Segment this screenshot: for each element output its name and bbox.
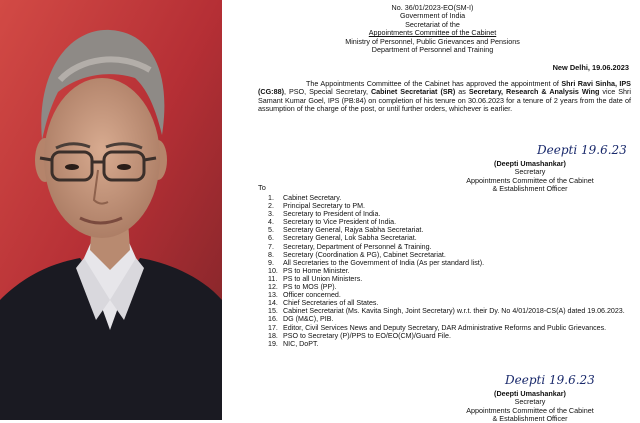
recipient-item	[268, 267, 628, 275]
recipient-text: DG (M&C), PIB.	[283, 315, 334, 324]
committee-line: Appointments Committee of the Cabinet	[368, 28, 497, 38]
recipient-number: 8.	[268, 250, 274, 259]
recipient-number: 4.	[268, 218, 274, 227]
department-line: Department of Personnel and Training	[371, 44, 494, 54]
recipient-number: 7.	[268, 242, 274, 251]
recipient-item	[268, 194, 628, 202]
signature-scrawl-bottom	[445, 370, 615, 388]
recipient-number: 10.	[268, 266, 278, 275]
recipient-number: 2.	[268, 202, 274, 211]
recipient-list	[268, 194, 628, 348]
recipient-item	[268, 202, 628, 210]
recipient-text: All Secretaries to the Government of India (As per standard list).	[283, 258, 485, 267]
recipient-text: Secretary General, Lok Sabha Secretariat.	[283, 234, 417, 243]
ministry-line: Ministry of Personnel, Public Grievances and Pensions	[345, 36, 520, 46]
secretariat-line: Secretariat of the	[405, 19, 460, 29]
recipient-number: 18.	[268, 331, 278, 340]
recipient-text: Cabinet Secretariat (Ms. Kavita Singh, Joint Secretary) w.r.t. their Dy. No 4/01/2018-CS(A) dated 19.06.2023.	[283, 307, 625, 316]
recipient-item	[268, 307, 628, 315]
recipient-text: Cabinet Secretary.	[283, 194, 342, 202]
portrait-photo	[0, 0, 222, 420]
gov-line: Government of India	[399, 11, 466, 21]
order-paragraph: The Appointments Committee of the Cabinet has approved the appointment of Shri Ravi Sinha, IPS (CG:88), PSO, Special Secretary, Cabinet Secretariat (SR) as Secretary, Research & Analysis Wing vice Shri Samant Kumar Goel, IPS (PB:84) on completion of his tenure on 30.06.2023 for a tenure of 2 years from the date of assumption of the charge of the post, or until further orders, whichever is earlier.	[258, 79, 631, 113]
recipient-number: 12.	[268, 283, 278, 292]
recipient-item	[268, 243, 628, 251]
recipient-text: Officer concerned.	[283, 291, 341, 300]
recipient-text: Editor, Civil Services News and Deputy Secretary, DAR Administrative Reforms and Public Grievances.	[283, 323, 607, 332]
recipient-item	[268, 291, 628, 299]
recipient-number: 5.	[268, 226, 274, 235]
recipient-number: 11.	[268, 274, 278, 283]
post-name: Secretary, Research & Analysis Wing	[468, 87, 600, 97]
recipient-item	[268, 210, 628, 218]
svg-text:Deepti 19.6.23: Deepti 19.6.23	[537, 143, 627, 157]
to-label: To	[258, 183, 266, 192]
recipient-text: Chief Secretaries of all States.	[283, 299, 379, 308]
recipient-text: Principal Secretary to PM.	[283, 202, 366, 211]
recipient-text: Secretary, Department of Personnel & Training.	[283, 242, 432, 251]
recipient-text: PSO to Secretary (P)/PPS to EO/EO(CM)/Guard File.	[283, 331, 451, 340]
recipient-text: PS to all Union Ministers.	[283, 274, 363, 283]
recipient-number: 19.	[268, 339, 278, 348]
recipient-item	[268, 299, 628, 307]
svg-text:Deepti 19.6.23: Deepti 19.6.23	[505, 373, 595, 387]
recipient-item	[268, 218, 628, 226]
recipient-number: 6.	[268, 234, 274, 243]
recipient-text: Secretary (Coordination & PG), Cabinet Secretariat.	[283, 250, 446, 259]
recipient-item	[268, 259, 628, 267]
recipient-item	[268, 324, 628, 332]
recipient-text: NIC, DoPT.	[283, 339, 319, 348]
document-page	[230, 0, 635, 423]
portrait-illustration	[0, 0, 222, 420]
order-number: No. 36/01/2023-EO(SM-I)	[391, 3, 474, 12]
date-line: New Delhi, 19.06.2023	[552, 63, 629, 72]
recipient-item	[268, 234, 628, 242]
signature-block-bottom: Deepti 19.6.23 (Deepti Umashankar) Secretary Appointments Committee of the Cabinet & Establishment Officer	[445, 370, 615, 423]
recipient-item	[268, 340, 628, 348]
recipient-number: 3.	[268, 210, 274, 219]
recipient-item	[268, 226, 628, 234]
recipient-number: 15.	[268, 307, 278, 316]
recipient-item	[268, 315, 628, 323]
recipient-item	[268, 251, 628, 259]
recipient-number: 17.	[268, 323, 278, 332]
recipient-number: 9.	[268, 258, 274, 267]
recipient-number: 16.	[268, 315, 278, 324]
recipient-number: 14.	[268, 299, 278, 308]
signature-scrawl-top	[445, 140, 627, 158]
appointee-name: Shri Ravi Sinha, IPS (CG:88)	[258, 79, 631, 97]
recipient-item	[268, 275, 628, 283]
recipient-item	[268, 283, 628, 291]
recipient-item	[268, 332, 628, 340]
recipient-text: PS to MOS (PP).	[283, 283, 337, 292]
recipient-text: Secretary to Vice President of India.	[283, 218, 397, 227]
recipient-number: 13.	[268, 291, 278, 300]
document-header	[230, 4, 635, 54]
recipient-text: PS to Home Minister.	[283, 266, 350, 275]
recipient-number: 1.	[268, 194, 274, 202]
signature-block-top: Deepti 19.6.23 (Deepti Umashankar) Secretary Appointments Committee of the Cabinet & Establishment Officer	[445, 140, 615, 193]
recipient-text: Secretary General, Rajya Sabha Secretariat.	[283, 226, 424, 235]
recipient-text: Secretary to President of India.	[283, 210, 381, 219]
